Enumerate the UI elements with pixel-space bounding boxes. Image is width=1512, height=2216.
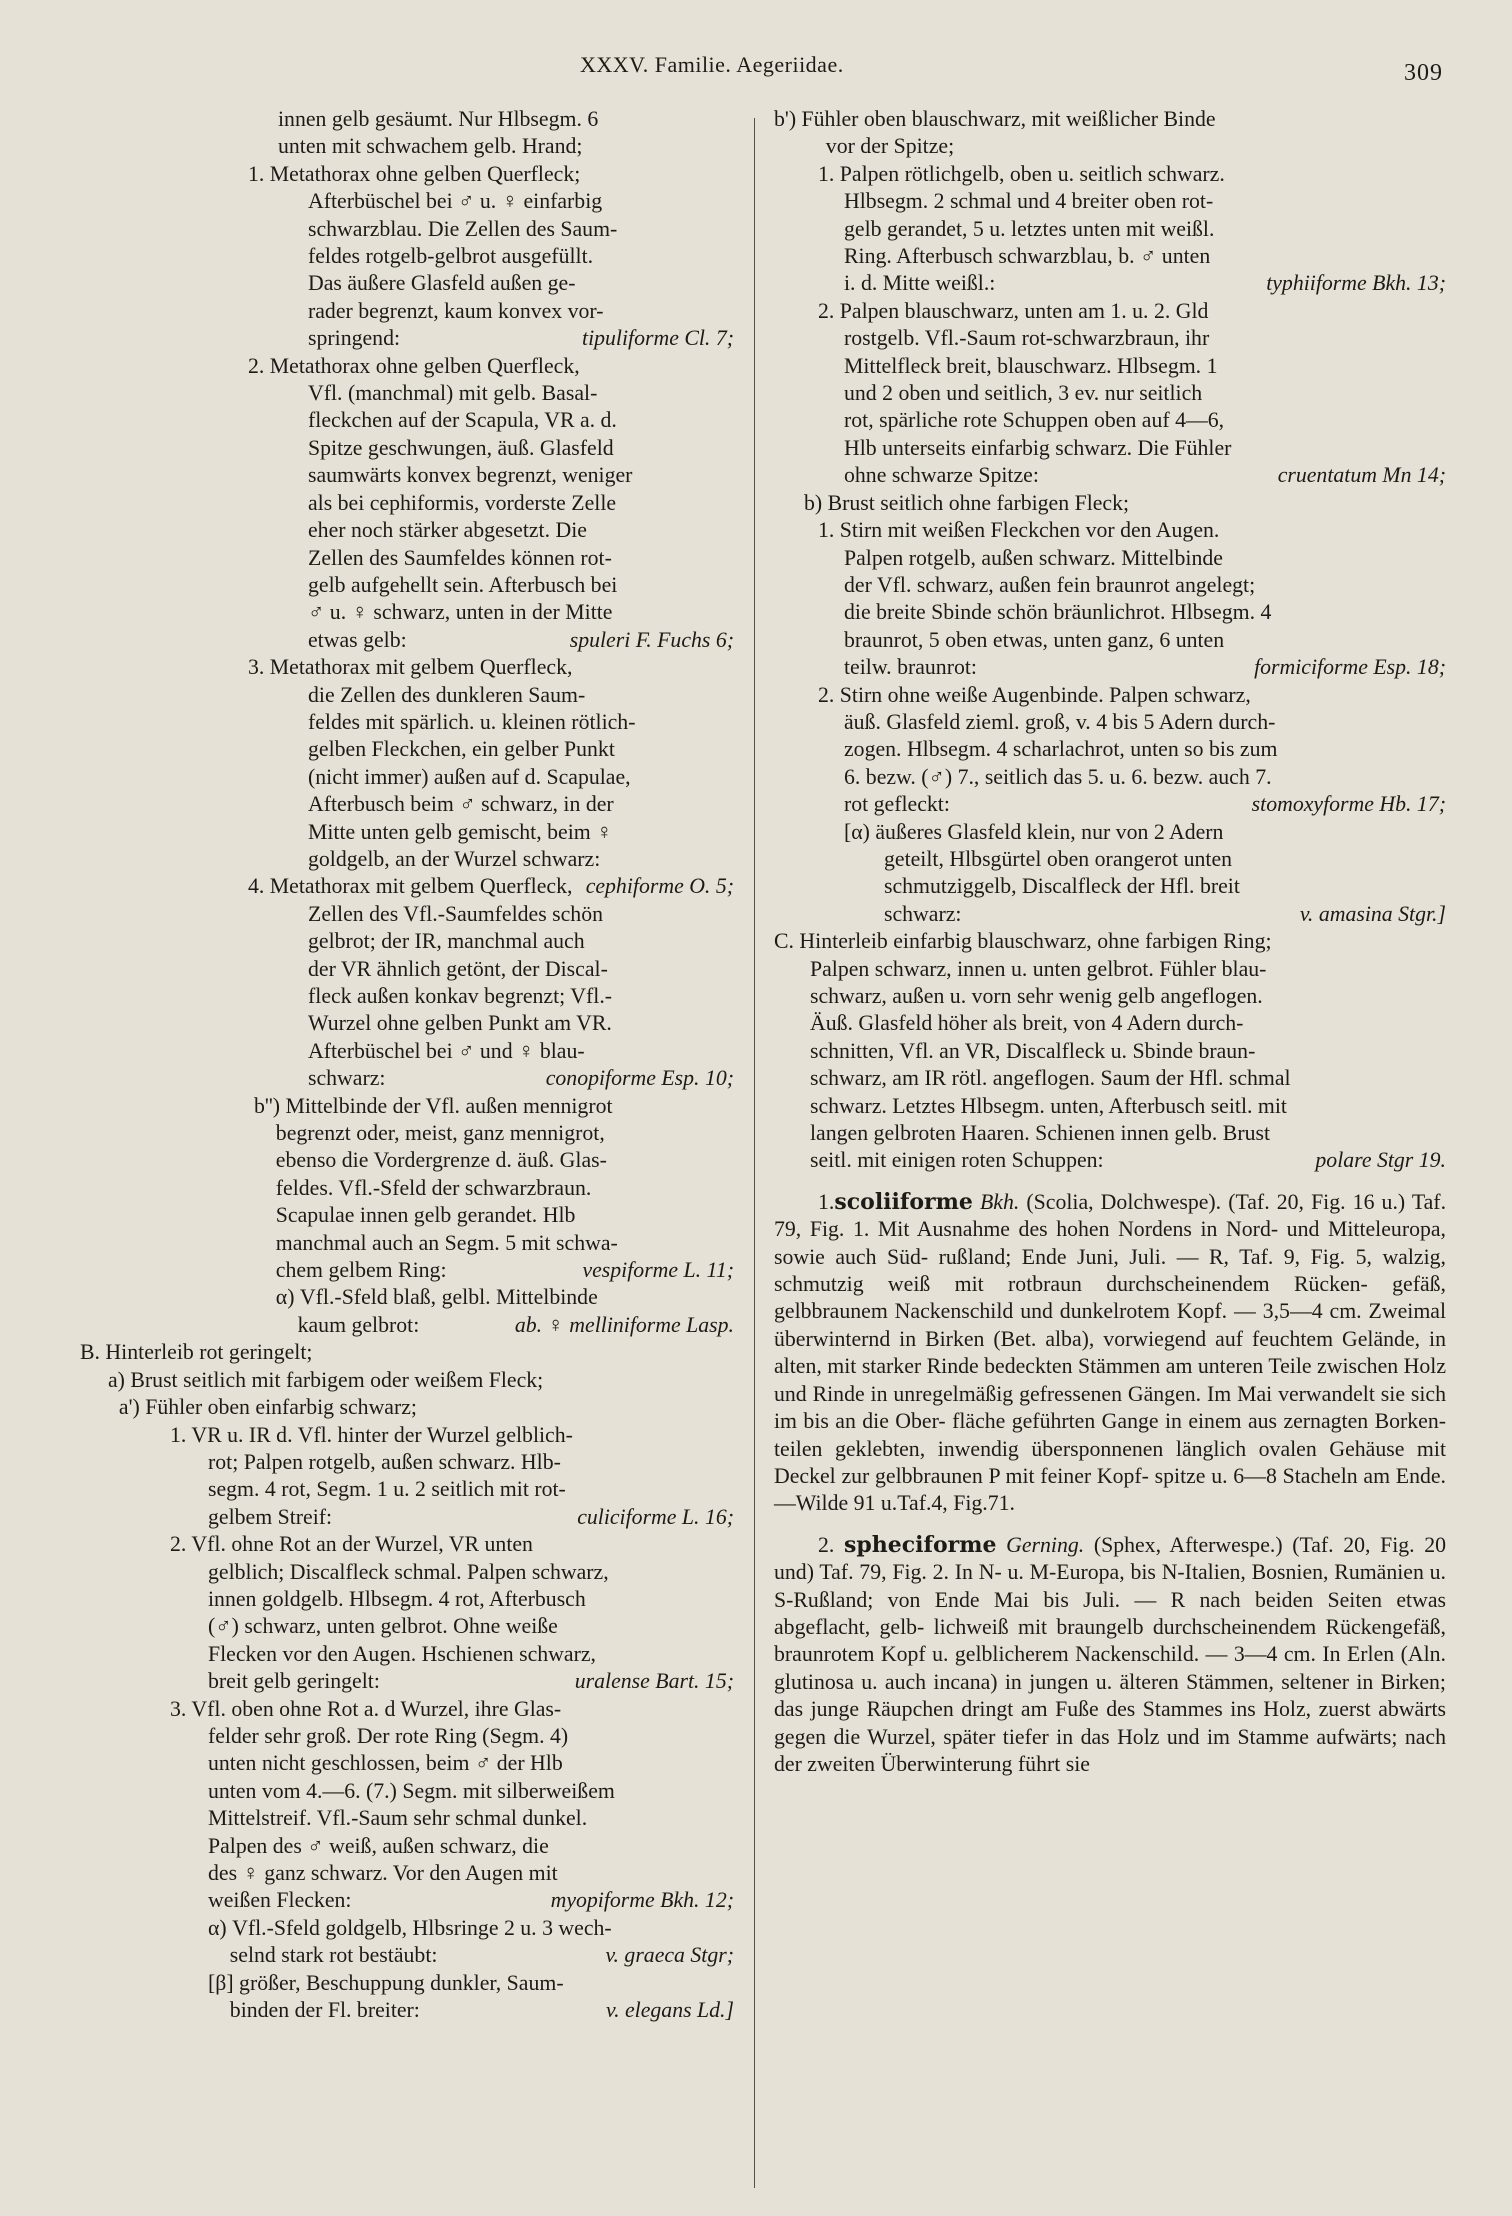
- species-reference: uralense Bart. 15;: [574, 1669, 734, 1694]
- line-text: [β] größer, Beschuppung dunkler, Saum-: [208, 1970, 564, 1995]
- line-text: gelb gerandet, 5 u. letztes unten mit weißl.: [844, 216, 1215, 241]
- line-text: C. Hinterleib einfarbig blauschwarz, ohne farbigen Ring;: [774, 929, 1272, 954]
- text-line: [774, 216, 1446, 243]
- line-text: vor der Spitze;: [804, 134, 955, 159]
- line-text: segm. 4 rot, Segm. 1 u. 2 seitlich mit rot-: [208, 1477, 566, 1502]
- text-line: [58, 709, 734, 736]
- species-text-line: N-Italien, Bosnien, Rumänien u. S-Rußland; von Ende Mai: [774, 1560, 1446, 1612]
- text-line: [774, 435, 1446, 462]
- line-text: a') Fühler oben einfarbig schwarz;: [108, 1395, 417, 1420]
- line-text: ebenso die Vordergrenze d. äuß. Glas-: [254, 1148, 607, 1173]
- line-text: ohne schwarze Spitze:: [844, 463, 1039, 488]
- line-text: 2. Metathorax ohne gelben Querfleck,: [248, 353, 580, 378]
- text-line: [774, 380, 1446, 407]
- species-text-line: gefäß, gelbbraunem Nackenschild und dunkelrotem Kopf.: [774, 1272, 1446, 1324]
- text-line: [58, 270, 734, 297]
- line-text: Ring. Afterbusch schwarzblau, b. ♂ unten: [844, 244, 1211, 269]
- text-line: [58, 1202, 734, 1229]
- species-text: [774, 1533, 1446, 1776]
- page-number: 309: [1404, 60, 1443, 86]
- line-text: b'') Mittelbinde der Vfl. außen mennigrot: [254, 1093, 613, 1118]
- text-line: [58, 1641, 734, 1668]
- line-text: 2. Vfl. ohne Rot an der Wurzel, VR unten: [170, 1532, 533, 1557]
- line-text: (♂) schwarz, unten gelbrot. Ohne weiße: [208, 1614, 558, 1639]
- line-text: 1. Stirn mit weißen Fleckchen vor den Augen.: [818, 518, 1220, 543]
- text-line: [58, 435, 734, 462]
- line-text: eher noch stärker abgesetzt. Die: [308, 518, 587, 543]
- text-line: [774, 1038, 1446, 1065]
- species-reference: v. amasina Stgr.]: [1299, 901, 1446, 926]
- text-line: [774, 1120, 1446, 1147]
- line-text: schwarz, am IR rötl. angeflogen. Saum der Hfl. schmal: [810, 1066, 1291, 1091]
- text-line: [58, 791, 734, 818]
- text-line: [58, 353, 734, 380]
- text-line: [58, 654, 734, 681]
- line-text: langen gelbroten Haaren. Schienen innen gelb. Brust: [810, 1121, 1271, 1146]
- text-line: [58, 517, 734, 544]
- text-line: [58, 1120, 734, 1147]
- text-line: [58, 1175, 734, 1202]
- species-name: scoliiforme: [834, 1188, 973, 1215]
- text-line: [58, 1038, 734, 1065]
- line-text: gelben Fleckchen, ein gelber Punkt: [308, 737, 615, 762]
- right-column: [774, 106, 1446, 1778]
- text-line: [58, 1970, 734, 1997]
- text-line: [774, 270, 1446, 297]
- text-line: [58, 407, 734, 434]
- species-author: Gerning.: [1006, 1532, 1085, 1557]
- line-text: die breite Sbinde schön bräunlichrot. Hlbsegm. 4: [844, 600, 1272, 625]
- text-line: [774, 682, 1446, 709]
- text-line: [58, 1010, 734, 1037]
- species-text-line: (Sphex, Afterwespe.): [1084, 1532, 1293, 1557]
- line-text: b') Fühler oben blauschwarz, mit weißlicher Binde: [774, 107, 1216, 131]
- line-text: 4. Metathorax mit gelbem Querfleck,: [248, 874, 573, 899]
- text-line: [58, 1339, 734, 1366]
- species-name: spheciforme: [843, 1531, 997, 1558]
- line-text: Hlb unterseits einfarbig schwarz. Die Fühler: [844, 435, 1232, 460]
- line-text: der VR ähnlich getönt, der Discal-: [308, 956, 608, 981]
- line-text: schwarz. Letztes Hlbsegm. unten, Afterbusch seitl. mit: [810, 1093, 1287, 1118]
- line-text: rot, spärliche rote Schuppen oben auf 4—6,: [844, 408, 1225, 433]
- text-line: [58, 1805, 734, 1832]
- line-text: manchmal auch an Segm. 5 mit schwa-: [254, 1230, 618, 1255]
- line-text: fleckchen auf der Scapula, VR a. d.: [308, 408, 617, 433]
- line-text: kaum gelbrot:: [254, 1312, 420, 1337]
- line-text: Zellen des Vfl.-Saumfeldes schön: [308, 901, 603, 926]
- text-line: [58, 1778, 734, 1805]
- species-reference: v. graeca Stgr;: [605, 1943, 734, 1968]
- species-text-line: In Erlen (Aln. glutinosa u. auch incana) in jungen u. älteren: [774, 1642, 1446, 1694]
- line-text: begrenzt oder, meist, ganz mennigrot,: [254, 1121, 605, 1146]
- line-text: Das äußere Glasfeld außen ge-: [308, 271, 576, 296]
- text-line: [58, 1887, 734, 1914]
- line-text: i. d. Mitte weißl.:: [844, 271, 996, 296]
- species-text-line: am Fuße des Stammes ins Holz, zuerst abwärts gegen: [774, 1697, 1446, 1749]
- species-reference: conopiforme Esp. 10;: [545, 1066, 734, 1091]
- text-line: [58, 1531, 734, 1558]
- text-line: [58, 1422, 734, 1449]
- text-line: [58, 1093, 734, 1120]
- line-text: 2. Palpen blauschwarz, unten am 1. u. 2. Gld: [818, 298, 1209, 323]
- text-line: [774, 627, 1446, 654]
- line-text: saumwärts konvex begrenzt, weniger: [308, 463, 633, 488]
- line-text: feldes. Vfl.-Sfeld der schwarzbraun.: [254, 1175, 592, 1200]
- text-line: [774, 1147, 1446, 1174]
- text-line: [58, 1860, 734, 1887]
- line-text: Zellen des Saumfeldes können rot-: [308, 545, 612, 570]
- text-line: [58, 1504, 734, 1531]
- line-text: und 2 oben und seitlich, 3 ev. nur seitlich: [844, 381, 1203, 406]
- text-line: [774, 517, 1446, 544]
- line-text: α) Vfl.-Sfeld blaß, gelbl. Mittelbinde: [254, 1285, 598, 1310]
- text-line: [58, 928, 734, 955]
- species-text-line: fläche geführten Gange in einem aus zernagten Borken-: [952, 1409, 1446, 1434]
- line-text: Mitte unten gelb gemischt, beim ♀: [308, 819, 613, 844]
- line-text: a) Brust seitlich mit farbigem oder weißem Fleck;: [108, 1367, 544, 1392]
- text-line: [774, 983, 1446, 1010]
- species-text: [774, 1190, 1446, 1515]
- line-text: innen gelb gesäumt. Nur Hlbsegm. 6: [278, 107, 599, 131]
- species-text-line: teilen geklebten, inwendig übersponnenen länglich ovalen: [774, 1436, 1330, 1461]
- column-divider: [754, 118, 755, 2188]
- line-text: B. Hinterleib rot geringelt;: [80, 1340, 313, 1365]
- text-line: [58, 216, 734, 243]
- line-text: fleck außen konkav begrenzt; Vfl.-: [308, 984, 613, 1008]
- line-text: Mittelfleck breit, blauschwarz. Hlbsegm. 1: [844, 353, 1218, 378]
- text-line: [58, 572, 734, 599]
- text-line: [58, 1833, 734, 1860]
- line-text: Scapulae innen gelb gerandet. Hlb: [254, 1203, 576, 1228]
- text-line: [58, 298, 734, 325]
- species-text-line: (Scolia, Dolchwespe). (Taf. 20,: [1019, 1189, 1312, 1214]
- species-text-line: aufwärts; nach der zweiten Überwinterung führt sie: [774, 1724, 1446, 1776]
- line-text: gelblich; Discalfleck schmal. Palpen schwarz,: [208, 1559, 609, 1584]
- species-reference: cruentatum Mn 14;: [1277, 463, 1446, 488]
- line-text: gelb aufgehellt sein. Afterbusch bei: [308, 572, 618, 597]
- line-text: Vfl. (manchmal) mit gelb. Basal-: [308, 381, 598, 406]
- line-text: etwas gelb:: [308, 627, 407, 652]
- line-text: teilw. braunrot:: [844, 655, 977, 680]
- species-text-line: braunrotem Kopf u. gelblicherem Nackenschild. — 3—4 cm.: [774, 1642, 1323, 1667]
- text-line: [58, 1476, 734, 1503]
- species-reference: formiciforme Esp. 18;: [1254, 655, 1446, 680]
- species-text-line: Nordens in Nord- und Mitteleuropa, sowie auch Süd-: [774, 1217, 1446, 1269]
- text-line: [774, 654, 1446, 681]
- text-line: [58, 983, 734, 1010]
- line-text: Äuß. Glasfeld höher als breit, von 4 Adern durch-: [810, 1011, 1244, 1036]
- line-text: innen goldgelb. Hlbsegm. 4 rot, Afterbusch: [208, 1586, 586, 1611]
- text-line: [58, 1394, 734, 1421]
- species-text-line: Fig. 16 u.) Taf. 79, Fig. 1. Mit Ausnahme des hohen: [774, 1189, 1447, 1242]
- line-text: 1. Metathorax ohne gelben Querfleck;: [248, 161, 581, 186]
- text-line: [58, 1230, 734, 1257]
- species-text-line: Gehäuse mit Deckel zur gelbbraunen P mit feiner Kopf-: [774, 1436, 1446, 1488]
- line-text: Afterbüschel bei ♂ und ♀ blau-: [308, 1038, 585, 1063]
- line-text: als bei cephiformis, vorderste Zelle: [308, 490, 617, 515]
- species-reference: spuleri F. Fuchs 6;: [569, 627, 734, 652]
- text-line: [774, 161, 1446, 188]
- text-line: [774, 545, 1446, 572]
- text-line: [58, 627, 734, 654]
- line-text: 1. VR u. IR d. Vfl. hinter der Wurzel gelblich-: [170, 1422, 573, 1447]
- text-line: [58, 1367, 734, 1394]
- line-text: rostgelb. Vfl.-Saum rot-schwarzbraun, ihr: [844, 326, 1210, 351]
- line-text: Afterbusch beim ♂ schwarz, in der: [308, 792, 614, 817]
- line-text: chem gelbem Ring:: [254, 1258, 447, 1283]
- line-text: unten mit schwachem gelb. Hrand;: [278, 134, 583, 159]
- line-text: goldgelb, an der Wurzel schwarz:: [308, 846, 601, 871]
- text-line: [58, 188, 734, 215]
- species-number: 1.: [818, 1189, 835, 1214]
- text-line: [58, 243, 734, 270]
- text-line: [774, 462, 1446, 489]
- species-text-line: bis Juli. — R nach beiden Seiten etwas abgeflacht, gelb-: [774, 1587, 1446, 1639]
- line-text: schwarz:: [308, 1066, 386, 1091]
- text-line: [58, 736, 734, 763]
- text-line: [58, 1668, 734, 1695]
- text-line: [58, 1915, 734, 1942]
- line-text: Palpen des ♂ weiß, außen schwarz, die: [208, 1833, 549, 1858]
- species-reference: myopiforme Bkh. 12;: [550, 1888, 734, 1913]
- line-text: 1. Palpen rötlichgelb, oben u. seitlich schwarz.: [818, 161, 1225, 186]
- text-line: [774, 928, 1446, 955]
- species-entry-spheciforme: [774, 1532, 1446, 1779]
- species-text-line: Stämmen, seltener in Birken; das junge Räupchen dringt: [774, 1669, 1446, 1722]
- species-reference: vespiforme L. 11;: [582, 1258, 734, 1283]
- text-line: [774, 791, 1446, 818]
- line-text: felder sehr groß. Der rote Ring (Segm. 4): [208, 1723, 569, 1748]
- text-line: [58, 1559, 734, 1586]
- text-line: [58, 1997, 734, 2024]
- text-line: [58, 846, 734, 873]
- left-column: [58, 106, 734, 2024]
- text-line: [774, 1093, 1446, 1120]
- line-text: binden der Fl. breiter:: [208, 1998, 420, 2023]
- text-line: [58, 1942, 734, 1969]
- line-text: schnitten, Vfl. an VR, Discalfleck u. Sbinde braun-: [810, 1038, 1256, 1063]
- text-line: [774, 846, 1446, 873]
- species-text-line: starker Rinde bedeckten Stämmen am unteren Teile: [861, 1354, 1318, 1379]
- line-text: gelbrot; der IR, manchmal auch: [308, 929, 585, 954]
- text-line: [774, 133, 1446, 160]
- line-text: äuß. Glasfeld zieml. groß, v. 4 bis 5 Adern durch-: [844, 709, 1276, 734]
- line-text: Palpen schwarz, innen u. unten gelbrot. Fühler blau-: [810, 956, 1267, 981]
- line-text: rot gefleckt:: [844, 792, 950, 817]
- line-text: Palpen rotgelb, außen schwarz. Mittelbinde: [844, 545, 1223, 570]
- line-text: 2. Stirn ohne weiße Augenbinde. Palpen schwarz,: [818, 682, 1251, 707]
- text-line: [774, 819, 1446, 846]
- text-line: [58, 1449, 734, 1476]
- line-text: schmutziggelb, Discalfleck der Hfl. breit: [884, 874, 1240, 899]
- text-line: [58, 901, 734, 928]
- line-text: der Vfl. schwarz, außen fein braunrot angelegt;: [844, 572, 1256, 597]
- text-line: [58, 764, 734, 791]
- text-line: [58, 133, 734, 160]
- text-line: [58, 1147, 734, 1174]
- line-text: (nicht immer) außen auf d. Scapulae,: [308, 764, 631, 789]
- line-text: feldes rotgelb-gelbrot ausgefüllt.: [308, 244, 594, 269]
- text-line: [774, 1065, 1446, 1092]
- text-line: [58, 819, 734, 846]
- species-reference: ab. ♀ melliniforme Lasp.: [514, 1312, 734, 1337]
- text-line: [58, 1284, 734, 1311]
- line-text: weißen Flecken:: [208, 1888, 352, 1913]
- text-line: [58, 545, 734, 572]
- text-line: [58, 1613, 734, 1640]
- text-line: [58, 462, 734, 489]
- line-text: Spitze geschwungen, äuß. Glasfeld: [308, 435, 614, 460]
- line-text: ♂ u. ♀ schwarz, unten in der Mitte: [308, 600, 613, 625]
- line-text: Mittelstreif. Vfl.-Saum sehr schmal dunkel.: [208, 1806, 588, 1831]
- species-reference: polare Stgr 19.: [1315, 1148, 1446, 1173]
- species-reference: stomoxyforme Hb. 17;: [1251, 792, 1446, 817]
- text-line: [774, 572, 1446, 599]
- line-text: 6. bezw. (♂) 7., seitlich das 5. u. 6. bezw. auch 7.: [844, 764, 1272, 789]
- species-reference: tipuliforme Cl. 7;: [582, 326, 734, 351]
- line-text: die Zellen des dunkleren Saum-: [308, 682, 586, 707]
- line-text: unten vom 4.—6. (7.) Segm. mit silberweißem: [208, 1778, 615, 1803]
- text-line: [58, 161, 734, 188]
- line-text: schwarz, außen u. vorn sehr wenig gelb angeflogen.: [810, 984, 1263, 1008]
- text-line: [58, 1257, 734, 1284]
- text-line: [774, 106, 1446, 133]
- line-text: [α) äußeres Glasfeld klein, nur von 2 Adern: [844, 819, 1224, 844]
- line-text: schwarzblau. Die Zellen des Saum-: [308, 216, 618, 241]
- species-text-line: (Taf. 20, Fig. 20 und) Taf. 79, Fig. 2. In N- u. M-Europa, bis: [774, 1532, 1447, 1585]
- line-text: Wurzel ohne gelben Punkt am VR.: [308, 1011, 612, 1036]
- species-text-line: zwischen Holz und Rinde in unregelmäßig gefressenen: [774, 1354, 1446, 1406]
- text-line: [774, 709, 1446, 736]
- line-text: geteilt, Hlbsgürtel oben orangerot unten: [884, 846, 1233, 871]
- line-text: springend:: [308, 326, 401, 351]
- text-line: [58, 1750, 734, 1777]
- line-text: des ♀ ganz schwarz. Vor den Augen mit: [208, 1861, 558, 1885]
- text-line: [58, 1312, 734, 1339]
- line-text: 3. Metathorax mit gelbem Querfleck,: [248, 655, 573, 680]
- text-line: [774, 901, 1446, 928]
- text-line: [774, 764, 1446, 791]
- text-line: [774, 298, 1446, 325]
- text-line: [58, 1696, 734, 1723]
- line-text: zogen. Hlbsegm. 4 scharlachrot, unten so bis zum: [844, 737, 1278, 762]
- line-text: Flecken vor den Augen. Hschienen schwarz,: [208, 1641, 596, 1666]
- text-line: [774, 325, 1446, 352]
- species-reference: cephiforme O. 5;: [585, 874, 734, 899]
- line-text: α) Vfl.-Sfeld goldgelb, Hlbsringe 2 u. 3 wech-: [208, 1915, 612, 1940]
- text-line: [58, 1723, 734, 1750]
- text-line: [774, 188, 1446, 215]
- text-line: [774, 599, 1446, 626]
- line-text: breit gelb geringelt:: [208, 1669, 380, 1694]
- line-text: Hlbsegm. 2 schmal und 4 breiter oben rot-: [844, 189, 1214, 214]
- line-text: unten nicht geschlossen, beim ♂ der Hlb: [208, 1751, 563, 1776]
- line-text: 3. Vfl. oben ohne Rot a. d Wurzel, ihre Glas-: [170, 1696, 562, 1721]
- species-text-line: — 3,5—4 cm. Zweimal überwinternd in Birken (Bet.: [774, 1299, 1446, 1351]
- text-line: [58, 1065, 734, 1092]
- line-text: feldes mit spärlich. u. kleinen rötlich-: [308, 709, 636, 734]
- line-text: selnd stark rot bestäubt:: [208, 1943, 438, 1968]
- species-entry-scoliiforme: [774, 1189, 1446, 1518]
- line-text: braunrot, 5 oben etwas, unten ganz, 6 unten: [844, 627, 1225, 652]
- text-line: [774, 353, 1446, 380]
- text-line: [774, 873, 1446, 900]
- line-text: schwarz:: [884, 901, 962, 926]
- text-line: [58, 1586, 734, 1613]
- species-reference: v. elegans Ld.]: [606, 1998, 734, 2023]
- text-line: [58, 682, 734, 709]
- species-reference: typhiiforme Bkh. 13;: [1266, 271, 1446, 296]
- key-continuation: [774, 106, 1446, 1175]
- text-line: [58, 325, 734, 352]
- text-line: [58, 380, 734, 407]
- species-reference: culiciforme L. 16;: [577, 1504, 734, 1529]
- text-line: [58, 956, 734, 983]
- text-line: [774, 243, 1446, 270]
- text-line: [774, 407, 1446, 434]
- species-author: Bkh.: [979, 1189, 1020, 1214]
- text-line: [58, 106, 734, 133]
- running-head: XXXV. Familie. Aegeriidae.: [580, 52, 844, 77]
- text-line: [774, 956, 1446, 983]
- species-text-line: spitze u. 6—8 Stacheln am Ende. —Wilde 91 u.Taf.4, Fig.71.: [774, 1463, 1446, 1516]
- species-text-line: die Wurzel, später tiefer in das Holz und im Stamme: [833, 1724, 1317, 1749]
- species-text-line: rußland; Ende Juni, Juli. — R, Taf. 9, Fig. 5, walzig,: [938, 1244, 1446, 1269]
- species-text-line: schmutzig weiß mit rotbraun durchscheinendem Rücken-: [774, 1272, 1393, 1297]
- line-text: rader begrenzt, kaum konvex vor-: [308, 298, 604, 323]
- species-text-line: alba), vorwiegend auf feuchtem Gelände, in alten, mit: [774, 1326, 1446, 1379]
- text-line: [774, 736, 1446, 763]
- line-text: Afterbüschel bei ♂ u. ♀ einfarbig: [308, 189, 603, 214]
- species-text-line: lichweiß mit braungelb durchscheinendem Rückengefäß,: [933, 1614, 1446, 1639]
- line-text: gelbem Streif:: [208, 1504, 333, 1529]
- text-line: [774, 1010, 1446, 1037]
- line-text: rot; Palpen rotgelb, außen schwarz. Hlb-: [208, 1449, 561, 1474]
- text-line: [774, 490, 1446, 517]
- species-text-line: Gängen. Im Mai verwandelt sie sich im bis an die Ober-: [774, 1381, 1446, 1434]
- line-text: seitl. mit einigen roten Schuppen:: [810, 1148, 1104, 1173]
- text-line: [58, 599, 734, 626]
- species-number: 2.: [818, 1532, 835, 1557]
- line-text: b) Brust seitlich ohne farbigen Fleck;: [804, 490, 1130, 515]
- text-line: [58, 490, 734, 517]
